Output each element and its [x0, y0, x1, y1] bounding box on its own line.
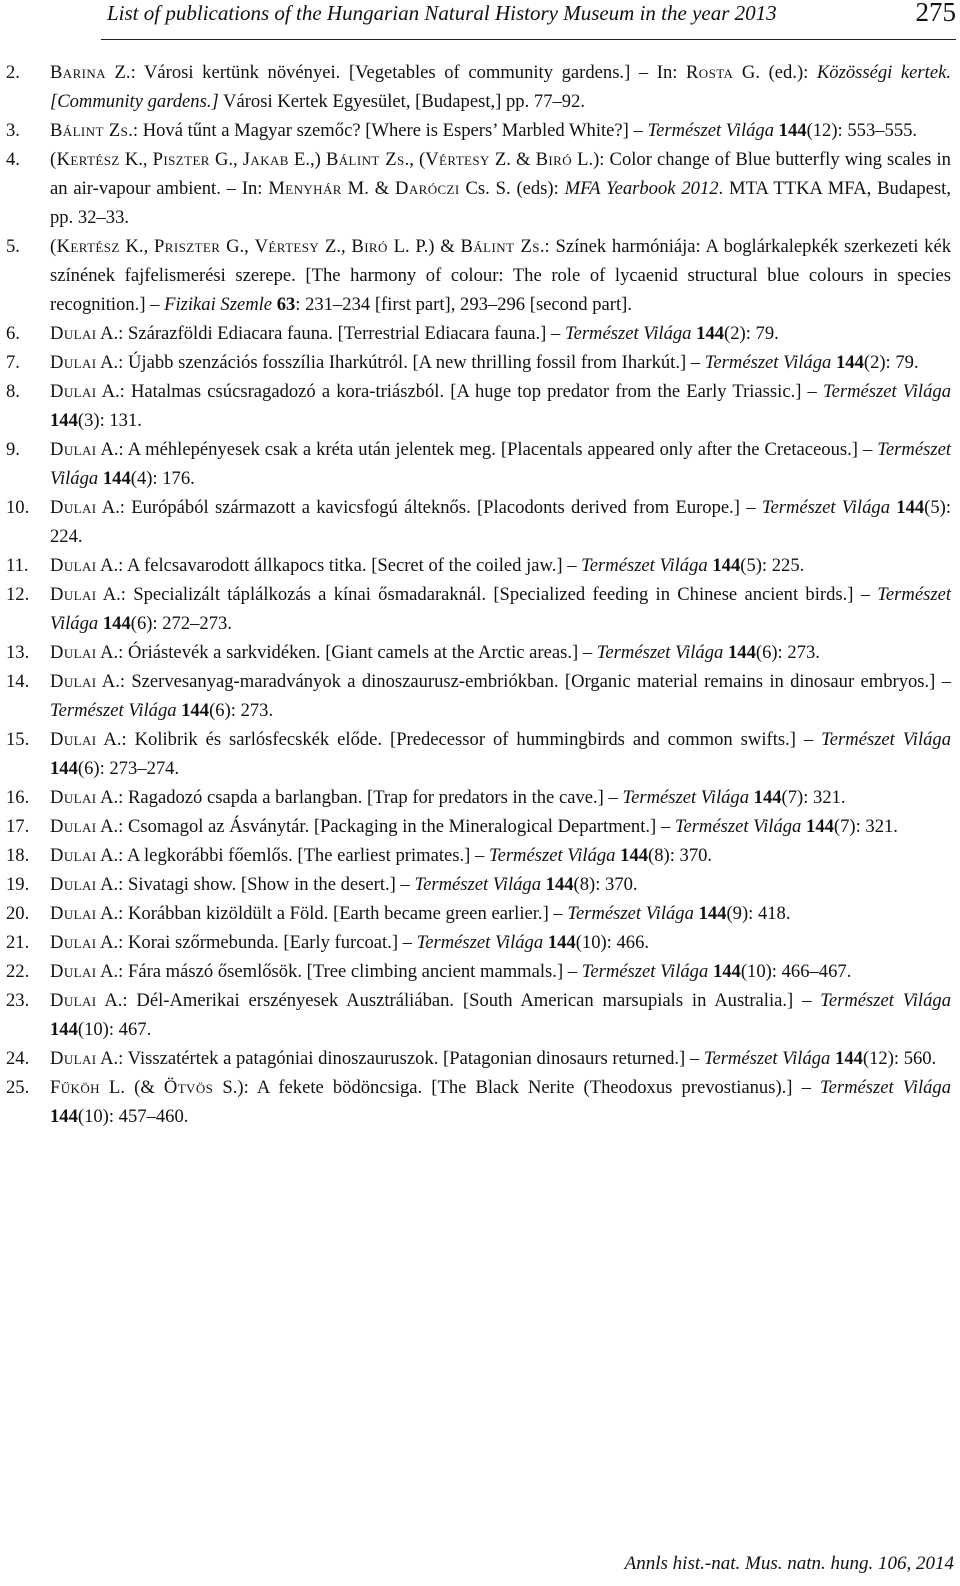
- reference-number: 14.: [6, 671, 30, 692]
- publication-title: Természet Világa: [703, 1048, 831, 1069]
- reference-text: (12): 553–555.: [806, 120, 918, 141]
- reference-number: 17.: [6, 816, 30, 837]
- publication-title: Fizikai Szemle: [164, 294, 273, 315]
- volume-number: 144: [50, 1106, 78, 1127]
- reference-entry: [6, 145, 951, 232]
- author-name: Dulai: [50, 671, 97, 692]
- reference-entry: [6, 870, 951, 899]
- author-name: Daróczi: [395, 178, 460, 199]
- reference-text: Városi Kertek Egyesület, [Budapest,] pp. 77–92.: [218, 91, 586, 112]
- reference-text: (6): 273.: [755, 642, 820, 663]
- volume-number: 144: [712, 555, 741, 576]
- author-name: Dulai: [50, 323, 97, 344]
- reference-text: (8): 370.: [648, 845, 713, 866]
- publication-title: Természet Világa: [50, 584, 951, 634]
- reference-number: 11.: [6, 555, 29, 576]
- publication-title: Természet Világa: [567, 903, 694, 924]
- author-name: (Kertész: [50, 149, 120, 170]
- volume-number: 144: [778, 120, 807, 141]
- publication-title: Természet Világa: [622, 787, 749, 808]
- reference-text: ., (: [404, 149, 426, 170]
- reference-text: Z.: Városi kertünk növényei. [Vegetables of community gardens.] – In:: [105, 62, 686, 83]
- author-name: Dulai: [50, 874, 97, 895]
- reference-text: G.,: [220, 236, 255, 257]
- reference-entry: [6, 1044, 951, 1073]
- reference-number: 16.: [6, 787, 30, 808]
- reference-entry: [6, 319, 951, 348]
- author-name: Barina: [50, 62, 106, 83]
- reference-text: A.: Ragadozó csapda a barlangban. [Trap for predators in the cave.] –: [96, 787, 623, 808]
- reference-text: A.: Korábban kizöldült a Föld. [Earth became green earlier.] –: [96, 903, 568, 924]
- volume-number: 144: [806, 816, 834, 837]
- author-name: Vértesy: [254, 236, 320, 257]
- volume-number: 144: [835, 352, 864, 373]
- publication-title: Természet Világa: [821, 729, 952, 750]
- reference-text: K.,: [119, 149, 153, 170]
- reference-text: M. &: [341, 178, 396, 199]
- author-name: Dulai: [50, 439, 97, 460]
- reference-text: Z. &: [489, 149, 536, 170]
- author-name: Biró: [535, 149, 572, 170]
- reference-text: K.,: [119, 236, 155, 257]
- reference-entry: [6, 928, 951, 957]
- reference-entry: [6, 783, 951, 812]
- author-name: Dulai: [50, 729, 97, 750]
- reference-text: A.: A felcsavarodott állkapocs titka. [Secret of the coiled jaw.] –: [96, 555, 582, 576]
- reference-entry: [6, 638, 951, 667]
- reference-text: A.: A legkorábbi főemlős. [The earliest primates.] –: [96, 845, 489, 866]
- publication-title: Természet Világa: [822, 381, 951, 402]
- reference-text: E.,): [288, 149, 326, 170]
- reference-text: (3): 131.: [77, 410, 142, 431]
- reference-number: 24.: [6, 1048, 30, 1069]
- author-name: Biró: [351, 236, 388, 257]
- reference-text: (2): 79.: [863, 352, 919, 373]
- reference-text: G. (ed.):: [733, 62, 817, 83]
- reference-text: (10): 457–460.: [77, 1106, 189, 1127]
- reference-number: 3.: [6, 120, 20, 141]
- running-header: [101, 0, 956, 26]
- reference-number: 13.: [6, 642, 30, 663]
- reference-text: L.): Color change of Blue butterfly wing scales in an air-vapour ambient. – In:: [50, 149, 951, 199]
- author-name: Rosta: [686, 62, 734, 83]
- reference-text: Z.,: [319, 236, 352, 257]
- reference-entry: [6, 116, 951, 145]
- reference-entry: [6, 841, 951, 870]
- author-name: Dulai: [50, 381, 97, 402]
- reference-entry: [6, 812, 951, 841]
- reference-text: : 231–234 [first part], 293–296 [second part].: [295, 294, 632, 315]
- reference-text: L. (&: [99, 1077, 164, 1098]
- reference-text: A.: Korai szőrmebunda. [Early furcoat.] –: [96, 932, 417, 953]
- publication-title: Természet Világa: [674, 816, 802, 837]
- reference-text: (7): 321.: [781, 787, 846, 808]
- volume-number: 63: [276, 294, 296, 315]
- author-name: Piszter: [152, 149, 210, 170]
- reference-text: A.: Óriástevék a sarkvidéken. [Giant camels at the Arctic areas.] –: [96, 642, 597, 663]
- author-name: Dulai: [50, 642, 97, 663]
- reference-text: A.: Hatalmas csúcsragadozó a kora-triászból. [A huge top predator from the Early Triassic.] –: [96, 381, 823, 402]
- page-number: 275: [915, 0, 956, 27]
- reference-number: 22.: [6, 961, 30, 982]
- reference-text: (10): 466.: [575, 932, 650, 953]
- reference-text: A.: Európából származott a kavicsfogú álteknős. [Placodonts derived from Europe.] –: [96, 497, 762, 518]
- author-name: Priszter: [154, 236, 221, 257]
- reference-number: 9.: [6, 439, 20, 460]
- volume-number: 144: [698, 903, 727, 924]
- reference-text: A.: Kolibrik és sarlósfecskék elődе. [Predecessor of hummingbirds and common swifts.] –: [96, 729, 822, 750]
- reference-number: 23.: [6, 990, 30, 1011]
- author-name: Menyhár: [268, 178, 342, 199]
- publication-title: Természet Világa: [414, 874, 541, 895]
- reference-text: A.: Specializált táplálkozás a kínai ősmadaraknál. [Specialized feeding in Chinese ancient birds.] –: [96, 584, 878, 605]
- author-name: Dulai: [50, 990, 97, 1011]
- reference-text: (2): 79.: [724, 323, 779, 344]
- author-name: Vértesy: [425, 149, 490, 170]
- reference-number: 18.: [6, 845, 30, 866]
- volume-number: 144: [547, 932, 576, 953]
- reference-entry: [6, 377, 951, 435]
- publication-title: Természet Világa: [820, 990, 951, 1011]
- author-name: Dulai: [50, 903, 97, 924]
- volume-number: 144: [727, 642, 756, 663]
- volume-number: 144: [696, 323, 725, 344]
- reference-entry: [6, 899, 951, 928]
- author-name: Dulai: [50, 961, 97, 982]
- reference-text: (9): 418.: [726, 903, 791, 924]
- volume-number: 144: [50, 758, 78, 779]
- reference-text: (5): 224.: [50, 497, 952, 547]
- author-name: (Kertész: [50, 236, 120, 257]
- author-name: Dulai: [50, 1048, 97, 1069]
- running-header-title: List of publications of the Hungarian Natural History Museum in the year 2013: [107, 1, 777, 25]
- volume-number: 144: [620, 845, 649, 866]
- reference-text: L. P.) &: [387, 236, 461, 257]
- author-name: Dulai: [50, 816, 97, 837]
- publication-title: Természet Világa: [50, 439, 951, 489]
- author-name: Fűköh: [50, 1077, 100, 1098]
- reference-entry: [6, 551, 951, 580]
- publication-title: Természet Világa: [581, 555, 708, 576]
- volume-number: 144: [712, 961, 741, 982]
- publication-title: Természet Világa: [488, 845, 616, 866]
- reference-text: A.: Szervesanyag-maradványok a dinoszaurusz-embriókban. [Organic material remains in dinosaur embryos.] –: [96, 671, 951, 692]
- reference-text: Cs. S. (eds):: [459, 178, 565, 199]
- header-rule: [101, 39, 956, 40]
- reference-text: A.: Szárazföldi Ediacara fauna. [Terrestrial Ediacara fauna.] –: [96, 323, 565, 344]
- reference-text: A.: Sivatagi show. [Show in the desert.] –: [96, 874, 415, 895]
- publication-title: Természet Világa: [761, 497, 890, 518]
- reference-number: 10.: [6, 497, 30, 518]
- volume-number: 144: [102, 468, 131, 489]
- volume-number: 144: [896, 497, 925, 518]
- publication-title: Természet Világa: [647, 120, 775, 141]
- reference-number: 6.: [6, 323, 20, 344]
- author-name: Dulai: [50, 932, 97, 953]
- volume-number: 144: [50, 1019, 78, 1040]
- author-name: Dulai: [50, 584, 97, 605]
- volume-number: 144: [545, 874, 574, 895]
- reference-text: A.: Dél-Amerikai erszényesek Ausztráliában. [South American marsupials in Australia.] –: [96, 990, 821, 1011]
- publication-title: Természet Világa: [50, 700, 177, 721]
- reference-number: 19.: [6, 874, 30, 895]
- reference-entry: [6, 986, 951, 1044]
- reference-text: (12): 560.: [862, 1048, 937, 1069]
- author-name: Dulai: [50, 555, 97, 576]
- publication-title: Természet Világa: [564, 323, 692, 344]
- reference-entry: [6, 725, 951, 783]
- reference-number: 7.: [6, 352, 20, 373]
- reference-text: A.: Újabb szenzációs fosszília Iharkútról. [A new thrilling fossil from Iharkút.] –: [96, 352, 705, 373]
- publication-title: Természet Világa: [820, 1077, 952, 1098]
- publication-title: Természet Világa: [596, 642, 724, 663]
- reference-number: 5.: [6, 236, 20, 257]
- publication-title: MFA Yearbook 2012: [564, 178, 719, 199]
- author-name: Bálint Zs: [50, 120, 129, 141]
- reference-number: 20.: [6, 903, 30, 924]
- volume-number: 144: [753, 787, 782, 808]
- reference-text: (6): 273.: [209, 700, 274, 721]
- reference-number: 12.: [6, 584, 30, 605]
- publication-title: Természet Világa: [704, 352, 832, 373]
- reference-text: (10): 467.: [77, 1019, 152, 1040]
- author-name: Dulai: [50, 352, 97, 373]
- reference-list: [6, 58, 951, 1131]
- reference-entry: [6, 957, 951, 986]
- reference-text: (6): 272–273.: [130, 613, 232, 634]
- reference-number: 15.: [6, 729, 30, 750]
- author-name: Bálint Zs: [460, 236, 540, 257]
- reference-text: A.: A méhlepényesek csak a kréta után jelentek meg. [Placentals appeared only after the Cretaceous.] –: [96, 439, 878, 460]
- publication-title: Természet Világa: [416, 932, 544, 953]
- volume-number: 144: [50, 410, 78, 431]
- publication-title: Természet Világa: [581, 961, 709, 982]
- reference-text: .: Hová tűnt a Magyar szemőc? [Where is Espers’ Marbled White?] –: [128, 120, 648, 141]
- reference-entry: [6, 667, 951, 725]
- reference-entry: [6, 348, 951, 377]
- reference-entry: [6, 493, 951, 551]
- reference-text: A.: Csomagol az Ásványtár. [Packaging in the Mineralogical Department.] –: [96, 816, 675, 837]
- volume-number: 144: [181, 700, 210, 721]
- reference-text: (6): 273–274.: [77, 758, 180, 779]
- reference-text: . MTA TTKA MFA, Budapest, pp. 32–33.: [50, 178, 951, 228]
- reference-text: A.: Fára mászó ősemlősök. [Tree climbing ancient mammals.] –: [96, 961, 582, 982]
- reference-number: 2.: [6, 62, 20, 83]
- reference-text: (5): 225.: [740, 555, 805, 576]
- reference-number: 25.: [6, 1077, 30, 1098]
- author-name: Dulai: [50, 787, 97, 808]
- volume-number: 144: [835, 1048, 863, 1069]
- reference-text: G.,: [209, 149, 243, 170]
- reference-text: (7): 321.: [833, 816, 898, 837]
- author-name: Bálint Zs: [325, 149, 405, 170]
- author-name: Dulai: [50, 845, 97, 866]
- author-name: Dulai: [50, 497, 97, 518]
- reference-entry: [6, 435, 951, 493]
- reference-text: .: Színek harmóniája: A boglárkalepkék szerkezeti kék színének fajfelismerési szerepe. [The harmony of colour: The role of lycaenid structural blue colours in species recognition.] –: [50, 236, 952, 315]
- reference-entry: [6, 580, 951, 638]
- reference-entry: [6, 232, 951, 319]
- publication-title: Közösségi kertek. [Community gardens.]: [50, 62, 951, 112]
- reference-text: S.): A fekete bödöncsiga. [The Black Nerite (Theodoxus prevostianus).] –: [213, 1077, 820, 1098]
- reference-text: (8): 370.: [573, 874, 638, 895]
- footer-citation: Annls hist.-nat. Mus. natn. hung. 106, 2014: [624, 1553, 954, 1574]
- reference-number: 4.: [6, 149, 20, 170]
- reference-text: A.: Visszatértek a patagóniai dinoszauruszok. [Patagonian dinosaurs returned.] –: [96, 1048, 704, 1069]
- reference-text: (4): 176.: [130, 468, 195, 489]
- reference-number: 21.: [6, 932, 30, 953]
- reference-entry: [6, 58, 951, 116]
- author-name: Ötvös: [163, 1077, 214, 1098]
- reference-text: (10): 466–467.: [740, 961, 852, 982]
- volume-number: 144: [102, 613, 131, 634]
- reference-number: 8.: [6, 381, 20, 402]
- reference-entry: [6, 1073, 951, 1131]
- author-name: Jakab: [242, 149, 289, 170]
